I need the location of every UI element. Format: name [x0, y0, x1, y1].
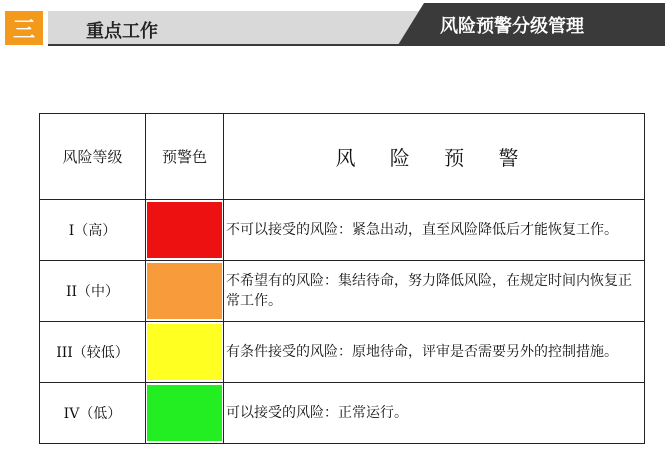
table-row	[40, 261, 645, 322]
warning-color-swatch	[147, 263, 222, 319]
header	[0, 0, 665, 50]
table-header-row	[40, 114, 645, 200]
section-title: 重点工作	[86, 21, 158, 42]
risk-level: II（中）	[40, 261, 146, 322]
column-header-level: 风险等级	[40, 114, 146, 200]
page-title: 风险预警分级管理	[440, 16, 584, 37]
warning-color-swatch	[147, 324, 222, 380]
warning-color-swatch	[147, 385, 222, 441]
table-row	[40, 322, 645, 383]
risk-description: 不希望有的风险：集结待命，努力降低风险，在规定时间内恢复正常工作。	[224, 261, 645, 322]
risk-description: 不可以接受的风险：紧急出动，直至风险降低后才能恢复工作。	[224, 200, 645, 261]
risk-warning-table	[39, 113, 645, 444]
header-divider	[48, 44, 665, 46]
column-header-warning: 风 险 预 警	[224, 114, 645, 200]
warning-color-swatch	[147, 202, 222, 258]
table-row	[40, 383, 645, 444]
risk-level: I（高）	[40, 200, 146, 261]
warning-color-cell	[146, 261, 224, 322]
warning-color-cell	[146, 200, 224, 261]
risk-level: IV（低）	[40, 383, 146, 444]
warning-color-cell	[146, 383, 224, 444]
table-row	[40, 200, 645, 261]
risk-description: 有条件接受的风险：原地待命，评审是否需要另外的控制措施。	[224, 322, 645, 383]
risk-level: III（较低）	[40, 322, 146, 383]
risk-description: 可以接受的风险：正常运行。	[224, 383, 645, 444]
section-number-icon: 三	[5, 11, 43, 45]
column-header-color: 预警色	[146, 114, 224, 200]
warning-color-cell	[146, 322, 224, 383]
